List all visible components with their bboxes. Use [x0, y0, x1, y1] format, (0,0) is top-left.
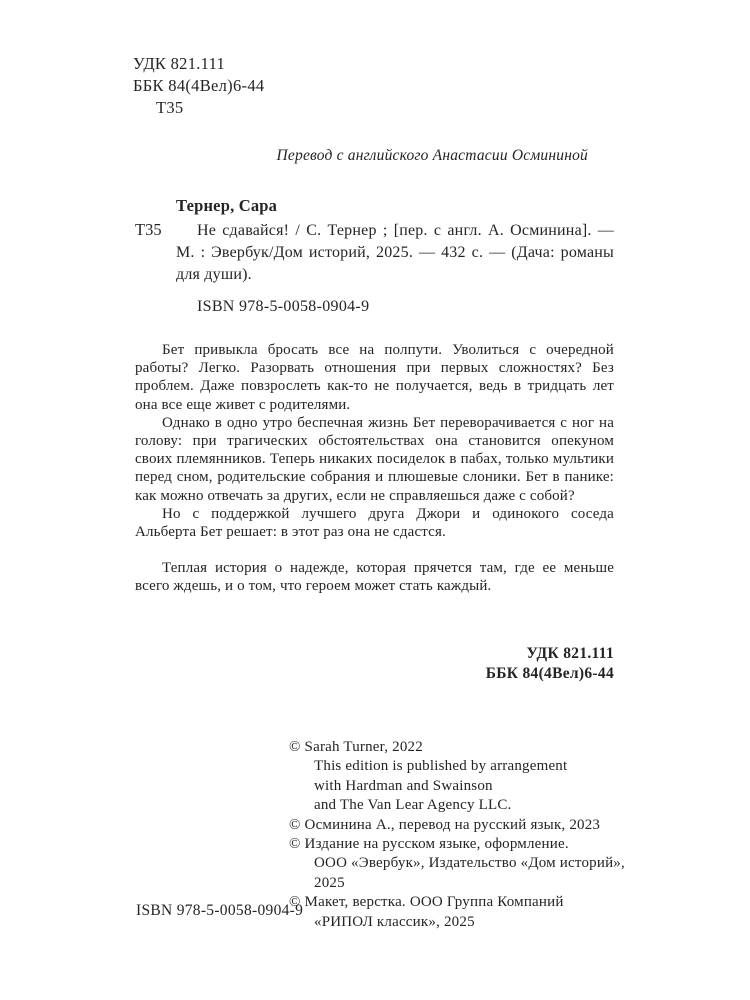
translator-credit: Перевод с английского Анастасии Осмининой — [276, 147, 588, 164]
isbn-bottom: ISBN 978-5-0058-0904-9 — [136, 902, 304, 919]
copyright-block — [289, 738, 629, 932]
author-sign-code: Т35 — [156, 98, 184, 117]
bottom-classification-codes — [486, 644, 614, 683]
copyright-line: ООО «Эвербук», Издательство «Дом историй», — [314, 855, 625, 872]
bbk-code: ББК 84(4Вел)6-44 — [133, 76, 265, 95]
udk-code-bottom: УДК 821.111 — [526, 645, 614, 662]
annotation-paragraph: Однако в одно утро беспечная жизнь Бет переворачивается с ног на голову: при трагических обстоятельствах она становится опекуном своих племянников. Теперь никаких посиделок в пабах, только мультики перед сном, родительские собрания и плюшевые слоники. Бет в панике: как можно отвечать за других, если не справляешься даже с собой? — [135, 414, 614, 504]
copyright-line: and The Van Lear Agency LLC. — [314, 797, 512, 814]
copyright-line: «РИПОЛ классик», 2025 — [314, 913, 475, 930]
copyright-line: © Осминина А., перевод на русский язык, 2023 — [289, 816, 601, 833]
copyright-line: © Sarah Turner, 2022 — [289, 739, 423, 755]
bbk-code-bottom: ББК 84(4Вел)6-44 — [485, 664, 614, 682]
annotation-block — [135, 341, 614, 596]
copyright-line: © Издание на русском языке, оформление. — [289, 836, 569, 853]
annotation-tagline: Теплая история о надежде, которая прячется там, где ее меньше всего ждешь, и о том, что героем может стать каждый. — [135, 560, 614, 595]
catalog-card-author-sign: Т35 — [135, 220, 162, 239]
catalog-card-line: для души). — [176, 266, 252, 283]
annotation-paragraph: Бет привыкла бросать все на полпути. Уволиться с очередной работы? Легко. Разорвать отношения при первых сложностях? Без проблем. Даже повзрослеть как-то не получается, ведь в тридцать лет она все еще живет с родителями. — [135, 342, 614, 413]
udk-code: УДК 821.111 — [133, 54, 226, 73]
copyright-line: 2025 — [314, 874, 345, 891]
catalog-card-author: Тернер, Сара — [176, 196, 278, 215]
copyright-line: © Макет, верстка. ООО Группа Компаний — [289, 894, 564, 911]
catalog-card-line: Не сдавайся! / С. Тернер ; [пер. с англ. А. Осминина]. — — [197, 222, 614, 239]
catalog-card-description — [176, 220, 614, 286]
copyright-line: This edition is published by arrangement — [314, 758, 568, 775]
isbn-card: ISBN 978-5-0058-0904-9 — [197, 298, 370, 315]
copyright-line: with Hardman and Swainson — [314, 777, 493, 794]
catalog-card-line: М. : Эвербук/Дом историй, 2025. — 432 с. — (Дача: романы — [176, 244, 614, 261]
annotation-paragraph: Но с поддержкой лучшего друга Джори и одинокого соседа Альберта Бет решает: в этот раз она не сдастся. — [135, 505, 614, 541]
top-classification-codes — [133, 53, 264, 119]
